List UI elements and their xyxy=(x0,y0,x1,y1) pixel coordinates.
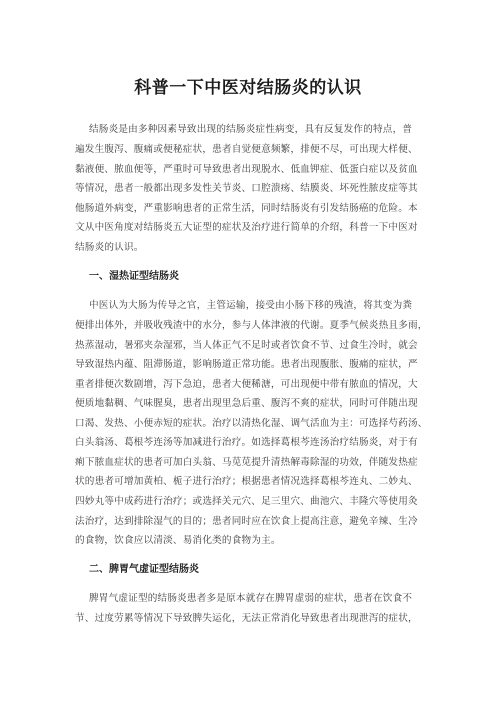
paragraph-line: 脾胃气虚证型的结肠炎患者多是原本就存在脾胃虚弱的症状，患者在饮食不 xyxy=(89,593,413,604)
paragraph-line: 便质地黏稠、气味腥臭，患者出现里急后重、腹泻不爽的症状，同时可伴随出现 xyxy=(75,398,418,409)
paragraph-line: 导致湿热内蕴、阻滞肠道，影响肠道正常功能。患者出现腹胀、腹痛的症状，严 xyxy=(75,359,418,370)
paragraph-line: 状的患者可增加黄柏、栀子进行治疗；根据患者情况选择葛根芩连丸、二妙丸、 xyxy=(75,476,418,487)
paragraph-line: 法治疗，达到排除湿气的目的；患者同时应在饮食上提高注意，避免辛辣、生冷 xyxy=(75,516,418,527)
paragraph-line: 的食物，饮食应以清淡、易消化类的食物为主。 xyxy=(75,535,281,546)
page-title: 科普一下中医对结肠炎的认识 xyxy=(134,78,362,98)
paragraph-line: 遍发生腹泻、腹痛或便秘症状，患者自觉便意频繁，排便不尽，可出现大样便、 xyxy=(75,144,418,155)
paragraph-line: 白头翁汤、葛根芩连汤等加减进行治疗。如选择葛根芩连汤治疗结肠炎，对于有 xyxy=(75,437,418,448)
paragraph-line: 痢下脓血症状的患者可加白头翁、马苋苋提升清热解毒除湿的功效，伴随发热症 xyxy=(75,457,418,468)
paragraph-line: 结肠炎的认识。 xyxy=(75,242,144,253)
paragraph-line: 结肠炎是由多种因素导致出现的结肠炎症性病变，具有反复发作的特点，普 xyxy=(89,124,413,135)
section-heading: 一、湿热证型结肠炎 xyxy=(89,271,179,282)
paragraph-line: 黏液便、脓血便等，严重时可导致患者出现脱水、低血钾症、低蛋白症以及贫血 xyxy=(75,164,418,175)
paragraph-line: 四妙丸等中成药进行治疗；或选择关元穴、足三里穴、曲池穴、丰隆穴等使用灸 xyxy=(75,496,418,507)
paragraph-line: 重者排便次数剧增，泻下急迫，患者大便稀溏，可出现便中带有脓血的情况，大 xyxy=(75,379,418,390)
paragraph-line: 口渴、发热、小便赤短的症状。治疗以清热化湿、调气活血为主：可选择芍药汤、 xyxy=(75,418,428,429)
section-heading: 二、脾胃气虚证型结肠炎 xyxy=(89,564,199,575)
paragraph-line: 节、过度劳累等情况下导致脾失运化，无法正常消化导致患者出现泄泻的症状， xyxy=(75,613,418,624)
paragraph-line: 便排出体外，并吸收残渣中的水分，参与人体津液的代谢。夏季气候炎热且多雨， xyxy=(75,320,428,331)
paragraph-line: 等情况，患者一般都出现多发性关节炎、口腔溃疡、结膜炎、坏死性脓皮症等其 xyxy=(75,183,418,194)
paragraph-line: 他肠道外病变，严重影响患者的正常生活，同时结肠炎有引发结肠癌的危险。本 xyxy=(75,203,418,214)
paragraph-line: 中医认为大肠为传导之官，主管运输，接受由小肠下移的残渣，将其变为粪 xyxy=(89,300,413,311)
paragraph-line: 热蒸湿动，暑邪夹杂湿邪，当人体正气不足时或者饮食不节、过食生冷时，就会 xyxy=(75,340,418,351)
paragraph-line: 文从中医角度对结肠炎五大证型的症状及治疗进行简单的介绍，科普一下中医对 xyxy=(75,222,418,233)
